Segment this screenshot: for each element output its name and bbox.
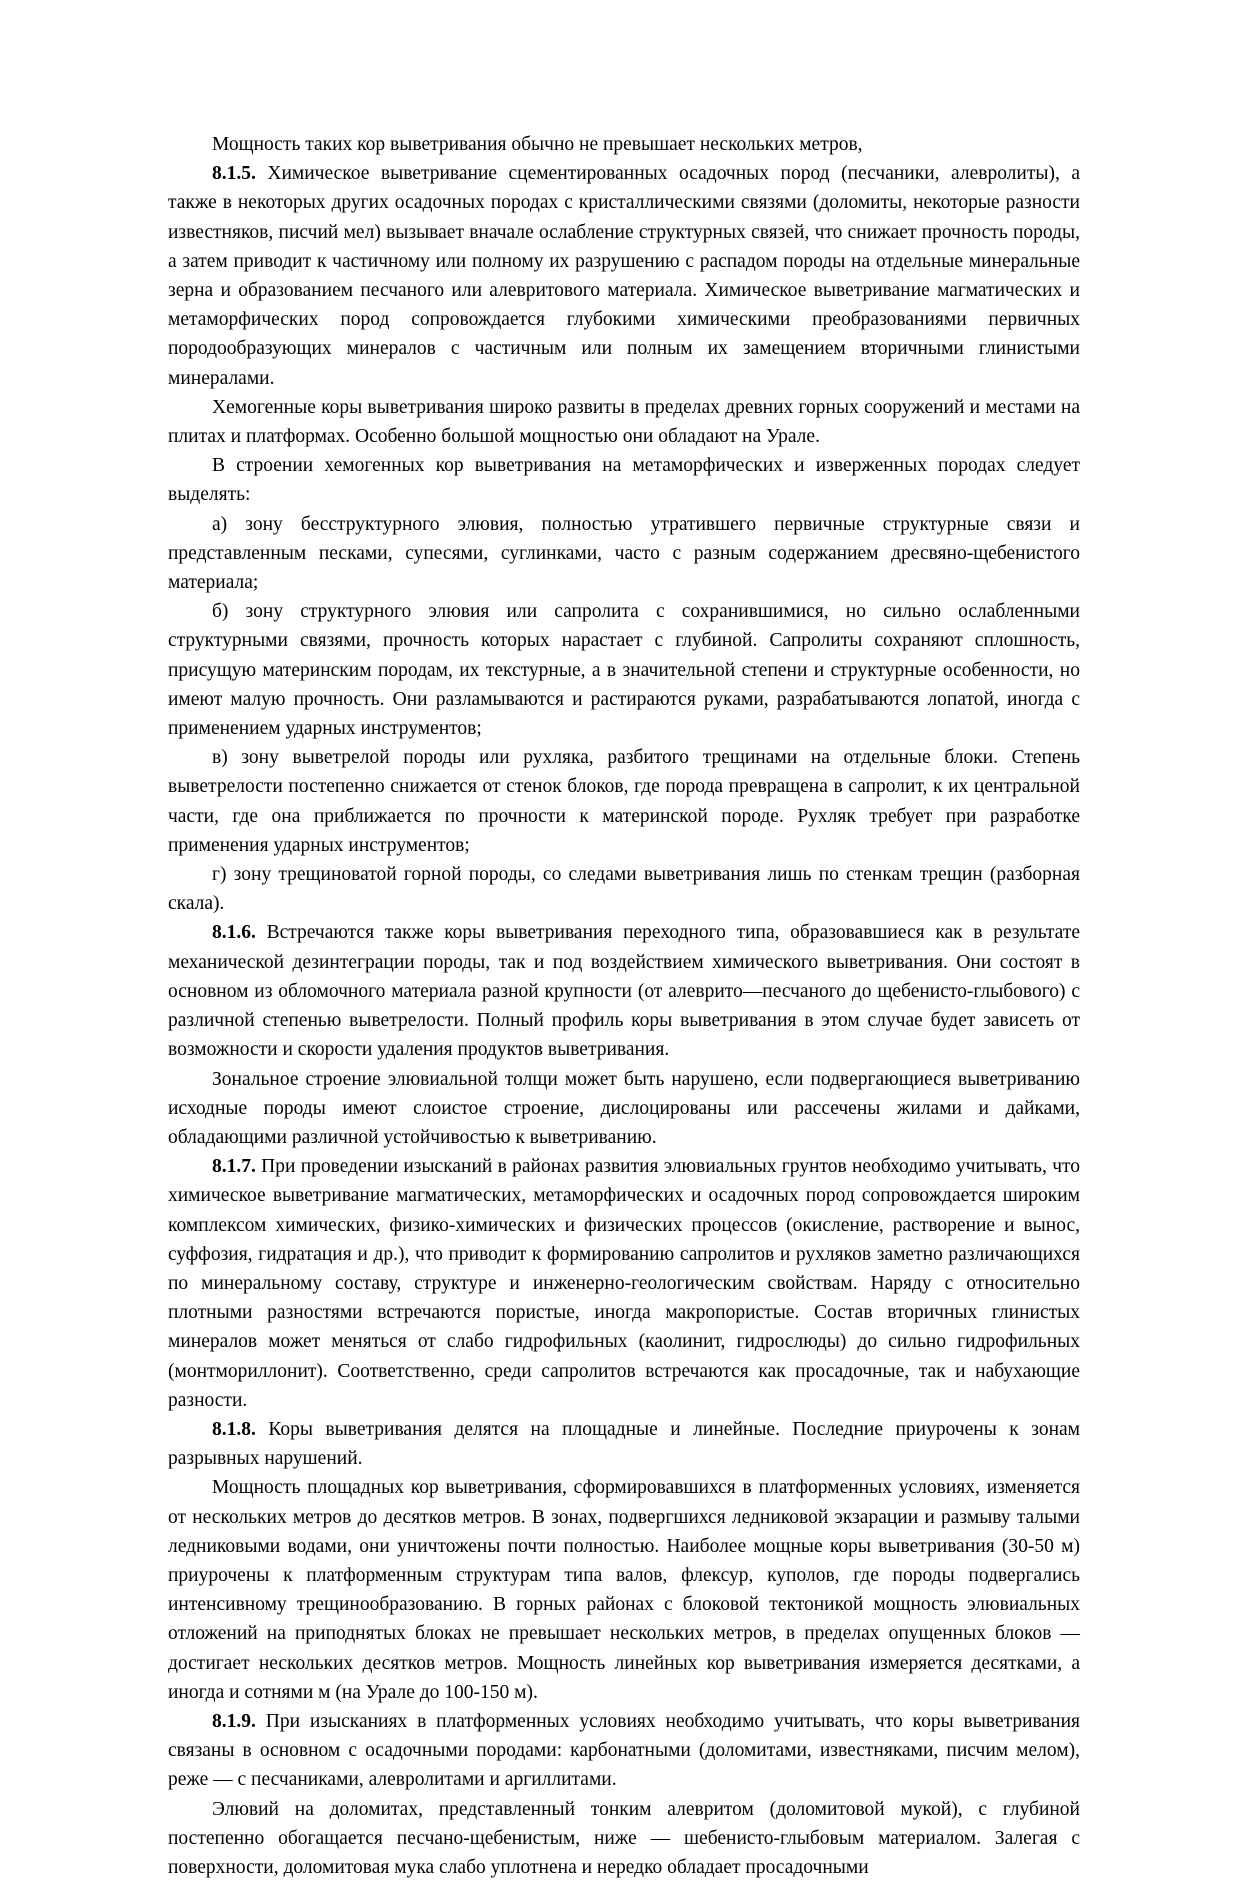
paragraph-text: г) зону трещиноватой горной породы, со следами выветривания лишь по стенкам трещин (разборная скала). [168,864,1080,915]
paragraph [168,918,1080,1064]
document-text-column [168,130,1080,1882]
paragraph-text: Встречаются также коры выветривания переходного типа, образовавшиеся как в результате механической дезинтеграции породы, так и под воздействием химического выветривания. Они состоят в основном из обломочного материала разной крупности (от алеврито—песчаного до щебенисто-глыбового) с различной степенью выветрелости. Полный профиль коры выветривания в этом случае будет зависеть от возможности и скорости удаления продуктов выветривания. [168,922,1080,1061]
paragraph-list-item-g [168,860,1080,918]
paragraph-text: а) зону бесструктурного элювия, полностью утратившего первичные структурные связи и представленным песками, супесями, суглинками, часто с разным содержанием дресвяно-щебенистого материала; [168,513,1080,594]
paragraph-text: При изысканиях в платформенных условиях необходимо учитывать, что коры выветривания связаны в основном с осадочными породами: карбонатными (доломитами, известняками, писчим мелом), реже — с песчаниками, алевролитами и аргиллитами. [168,1710,1081,1791]
paragraph [168,159,1080,393]
clause-number: 8.1.8. [212,1418,256,1440]
paragraph-text: Коры выветривания делятся на площадные и линейные. Последние приурочены к зонам разрывных нарушений. [168,1418,1081,1470]
paragraph-list-item-a [168,510,1080,598]
paragraph [168,130,1080,159]
paragraph [168,393,1080,451]
clause-number: 8.1.7. [212,1156,256,1178]
clause-number: 8.1.6. [212,922,256,944]
paragraph [168,1065,1080,1153]
paragraph-text: Мощность таких кор выветривания обычно не превышает нескольких метров, [212,134,863,155]
paragraph-list-item-v [168,743,1080,860]
paragraph-text: Хемогенные коры выветривания широко развиты в пределах древних горных сооружений и местами на плитах и платформах. Особенно большой мощностью они обладают на Урале. [168,396,1080,448]
clause-number: 8.1.5. [212,163,256,185]
paragraph [168,1707,1080,1795]
paragraph-text: При проведении изысканий в районах развития элювиальных грунтов необходимо учитывать, что химическое выветривание магматических, метаморфических и осадочных пород сопровождается широким комплексом химических, физико-химических и физических процессов (окисление, растворение и вынос, суффозия, гидратация и др.), что приводит к формированию сапролитов и рухляков заметно различающихся по минеральному составу, структуре и инженерно-геологическим свойствам. Наряду с относительно плотными разностями встречаются пористые, иногда макропористые. Состав вторичных глинистых минералов может меняться от слабо гидрофильных (каолинит, гидрослюды) до сильно гидрофильных (монтмориллонит). Соответственно, среди сапролитов встречаются как просадочные, так и набухающие разности. [168,1156,1081,1411]
clause-number: 8.1.9. [212,1710,256,1732]
paragraph-text: Химическое выветривание сцементированных осадочных пород (песчаники, алевролиты), а также в некоторых других осадочных породах с кристаллическими связями (доломиты, некоторые разности известняков, писчий мел) вызывает вначале ослабление структурных связей, что снижает прочность породы, а затем приводит к частичному или полному их разрушению с распадом породы на отдельные минеральные зерна и образованием песчаного или алевритового материала. Химическое выветривание магматических и метаморфических пород сопровождается глубокими химическими преобразованиями первичных породообразующих минералов с частичным или полным их замещением вторичными глинистыми минералами. [168,163,1080,389]
paragraph [168,1415,1080,1473]
paragraph [168,451,1080,509]
paragraph-text: Мощность площадных кор выветривания, сформировавшихся в платформенных условиях, изменяется от нескольких метров до десятков метров. В зонах, подвергшихся ледниковой экзарации и размыву талыми ледниковыми водами, они уничтожены почти полностью. Наиболее мощные коры выветривания (30-50 м) приурочены к платформенным структурам типа валов, флексур, куполов, где породы подвергались интенсивному трещинообразованию. В горных районах с блоковой тектоникой мощность элювиальных отложений на приподнятых блоках не превышает нескольких метров, в пределах опущенных блоков — достигает нескольких десятков метров. Мощность линейных кор выветривания измеряется десятками, а иногда и сотнями м (на Урале до 100-150 м). [168,1477,1080,1703]
paragraph [168,1473,1080,1707]
paragraph [168,1795,1080,1882]
paragraph-text: Элювий на доломитах, представленный тонким алевритом (доломитовой мукой), с глубиной постепенно обогащается песчано-щебенистым, ниже — шебенисто-глыбовым материалом. Залегая с поверхности, доломитовая мука слабо уплотнена и нередко обладает просадочными [168,1798,1080,1878]
paragraph-list-item-b [168,597,1080,743]
paragraph [168,1152,1080,1415]
paragraph-text: в) зону выветрелой породы или рухляка, разбитого трещинами на отдельные блоки. Степень выветрелости постепенно снижается от стенок блоков, где порода превращена в сапролит, к их центральной части, где она приближается по прочности к материнской породе. Рухляк требует при разработке применения ударных инструментов; [168,747,1080,856]
paragraph-text: Зональное строение элювиальной толщи может быть нарушено, если подвергающиеся выветриванию исходные породы имеют слоистое строение, дислоцированы или рассечены жилами и дайками, обладающими различной устойчивостью к выветриванию. [168,1068,1080,1148]
paragraph-text: В строении хемогенных кор выветривания на метаморфических и изверженных породах следует выделять: [168,455,1080,506]
paragraph-text: б) зону структурного элювия или сапролита с сохранившимися, но сильно ослабленными структурными связями, прочность которых нарастает с глубиной. Сапролиты сохраняют сплошность, присущую материнским породам, их текстурные, а в значительной степени и структурные особенности, но имеют малую прочность. Они разламываются и растираются руками, разрабатываются лопатой, иногда с применением ударных инструментов; [168,601,1080,740]
